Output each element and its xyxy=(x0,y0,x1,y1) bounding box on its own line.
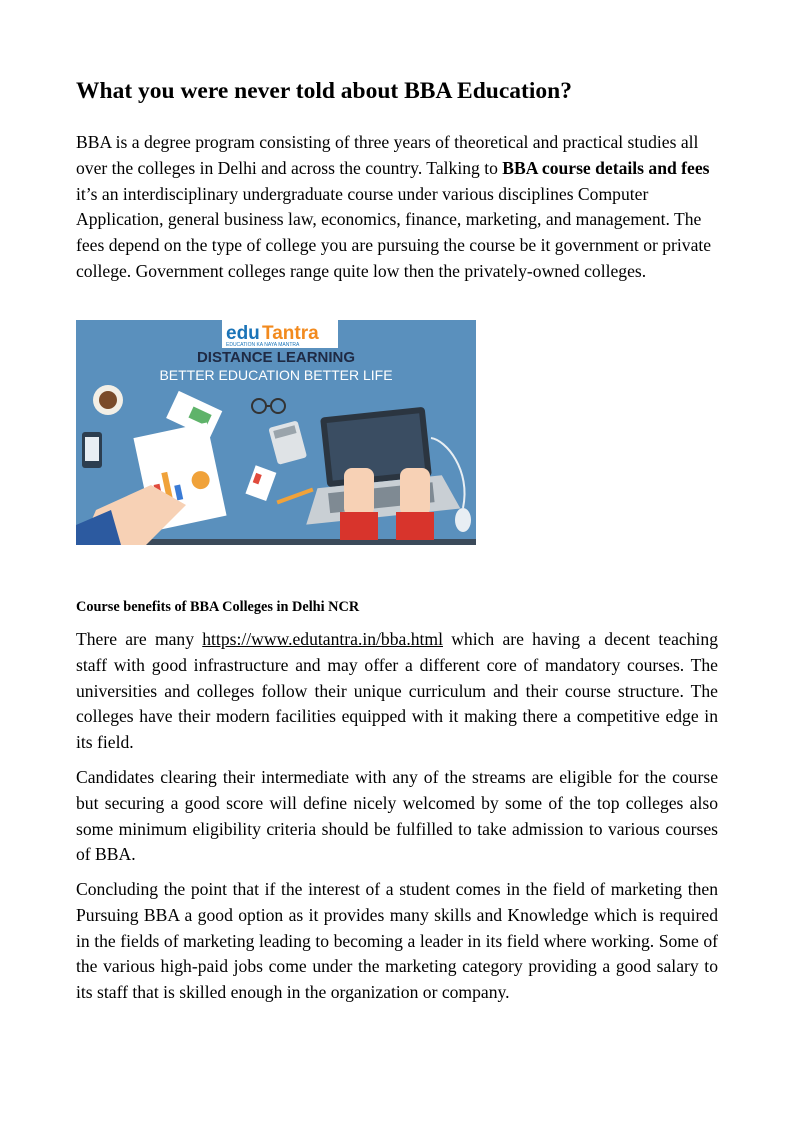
logo-text-edu: edu xyxy=(226,323,260,344)
logo-text-tantra: Tantra xyxy=(262,323,319,344)
intro-bold-phrase: BBA course details and fees xyxy=(502,157,710,178)
banner-subline: BETTER EDUCATION BETTER LIFE xyxy=(159,367,393,383)
intro-text-end: it’s an interdisciplinary undergraduate course under various disciplines Computer Application, general business law, economics, finance, marketing, and management. The fees depend on the type of college you are pursuing the course be it government or private college. Government colleges range quite low then the privately-owned colleges. xyxy=(76,183,712,281)
left-sleeve xyxy=(340,512,378,540)
conclusion-paragraph: Concluding the point that if the interest of a student comes in the field of marketing then Pursuing BBA a good option as it provides many skills and Knowledge which is required in the fields of marketing leading to becoming a leader in its field where working. Some of the various high-paid jobs come under the marketing category providing a good salary to its staff that is skilled enough in the organization or company. xyxy=(76,879,718,1003)
mouse-icon xyxy=(455,508,471,532)
intro-paragraph xyxy=(76,130,718,285)
benefits-paragraph xyxy=(76,627,718,756)
paragraph1-text-start: There are many xyxy=(76,629,203,649)
banner-headline: DISTANCE LEARNING xyxy=(196,349,356,366)
intro-text-start: BBA is a degree program consisting of three years of theoretical and practical studies all over the colleges in Delhi and across the country. Talking to xyxy=(76,132,699,178)
distance-learning-banner xyxy=(76,320,476,545)
logo-tagline: EDUCATION KA NAYA MANTRA xyxy=(226,342,300,348)
right-sleeve xyxy=(396,512,434,540)
page-title: What you were never told about BBA Education? xyxy=(76,78,572,104)
bba-link[interactable]: https://www.edutantra.in/bba.html xyxy=(202,629,443,649)
paragraph1-text-end: which are having a decent teaching staff with good infrastructure and may offer a different core of mandatory courses. The universities and colleges follow their unique curriculum and their course structure. The colleges have their modern facilities equipped with it making there a competitive edge in its field. xyxy=(76,629,718,753)
section-heading: Course benefits of BBA Colleges in Delhi NCR xyxy=(76,599,360,615)
eligibility-paragraph: Candidates clearing their intermediate with any of the streams are eligible for the course but securing a good score will define nicely welcomed by some of the top colleges also some minimum eligibility criteria should be fulfilled to take admission to various courses of BBA. xyxy=(76,767,718,865)
banner-illustration xyxy=(76,320,476,545)
